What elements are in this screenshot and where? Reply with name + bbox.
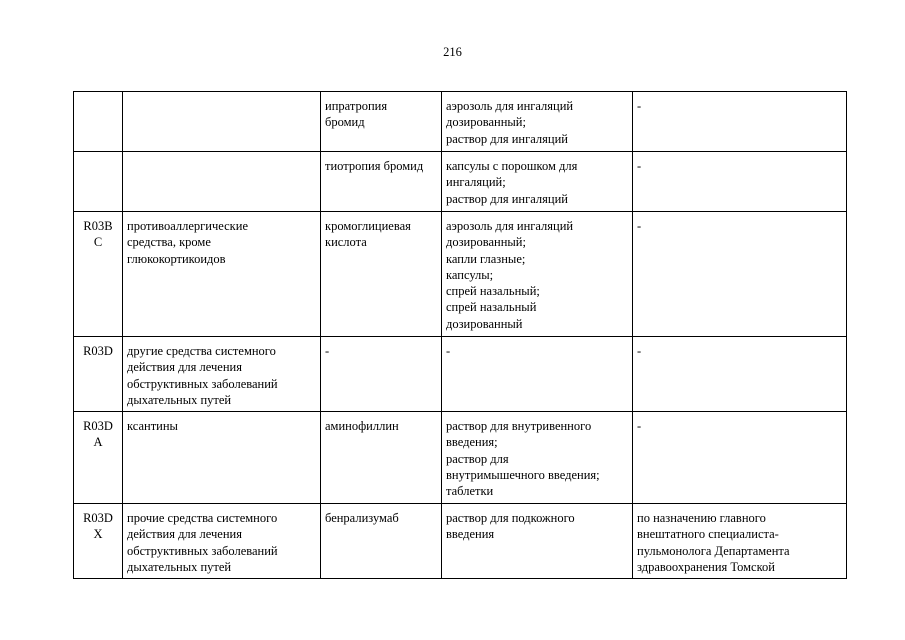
group-cell xyxy=(123,92,321,152)
dosage-form-line: спрей назальный xyxy=(446,300,537,315)
dosage-form-line: капсулы с порошком для xyxy=(446,159,578,173)
dosage-form-line: введения; xyxy=(446,435,498,450)
dosage-form-line: - xyxy=(446,344,451,358)
dosage-form-line: раствор для внутривенного xyxy=(446,419,592,433)
group-cell xyxy=(123,152,321,212)
substance-cell xyxy=(321,504,442,579)
notes-line: по назначению главного xyxy=(637,511,766,525)
substance-line: бенрализумаб xyxy=(325,511,399,525)
notes-line: - xyxy=(637,159,642,173)
group-line: обструктивных заболеваний xyxy=(127,376,278,391)
substance-cell xyxy=(321,337,442,412)
group-line: дыхательных путей xyxy=(127,559,232,574)
notes-line: - xyxy=(637,344,642,358)
notes-cell xyxy=(633,337,847,412)
notes-line: пульмонолога Департамента xyxy=(637,543,790,558)
dosage-forms-cell xyxy=(442,152,633,212)
atc-code-line: A xyxy=(93,435,103,450)
group-line: прочие средства системного xyxy=(127,511,278,525)
substance-line: кромоглициевая xyxy=(325,219,411,233)
group-line: средства, кроме xyxy=(127,235,211,250)
notes-line: внештатного специалиста- xyxy=(637,527,779,542)
group-line: обструктивных заболеваний xyxy=(127,543,278,558)
substance-line: тиотропия бромид xyxy=(325,159,424,173)
substance-line: - xyxy=(325,344,330,358)
dosage-form-line: дозированный xyxy=(446,316,523,331)
atc-code-line: R03D xyxy=(83,419,113,433)
group-cell xyxy=(123,337,321,412)
table-row xyxy=(74,337,847,412)
group-line: дыхательных путей xyxy=(127,392,232,407)
notes-line: - xyxy=(637,419,642,433)
dosage-form-line: дозированный; xyxy=(446,115,526,130)
dosage-forms-cell xyxy=(442,92,633,152)
substance-line: ипратропия xyxy=(325,99,388,113)
table-row xyxy=(74,504,847,579)
dosage-forms-cell xyxy=(442,337,633,412)
atc-code-cell xyxy=(74,92,123,152)
atc-code-line: R03D xyxy=(83,511,113,525)
dosage-form-line: дозированный; xyxy=(446,235,526,250)
substance-line: бромид xyxy=(325,115,365,130)
atc-code-cell xyxy=(74,504,123,579)
dosage-form-line: спрей назальный; xyxy=(446,284,540,299)
dosage-forms-cell xyxy=(442,212,633,337)
dosage-form-line: внутримышечного введения; xyxy=(446,467,600,482)
group-cell xyxy=(123,504,321,579)
notes-line: - xyxy=(637,99,642,113)
table-row xyxy=(74,212,847,337)
dosage-form-line: раствор для подкожного xyxy=(446,511,575,525)
dosage-forms-cell xyxy=(442,504,633,579)
group-cell xyxy=(123,412,321,504)
dosage-form-line: ингаляций; xyxy=(446,175,506,190)
atc-code-line: C xyxy=(93,235,103,250)
notes-cell xyxy=(633,92,847,152)
group-line: другие средства системного xyxy=(127,344,276,358)
dosage-forms-cell xyxy=(442,412,633,504)
group-cell xyxy=(123,212,321,337)
group-line: действия для лечения xyxy=(127,360,242,375)
atc-code-cell xyxy=(74,152,123,212)
atc-code-line: X xyxy=(93,527,103,542)
table-row xyxy=(74,412,847,504)
dosage-form-line: аэрозоль для ингаляций xyxy=(446,99,574,113)
drug-table xyxy=(73,91,847,579)
notes-line: здравоохранения Томской xyxy=(637,559,775,574)
page-number: 216 xyxy=(443,45,462,59)
dosage-form-line: раствор для xyxy=(446,451,509,466)
group-line: глюкокортикоидов xyxy=(127,251,226,266)
dosage-form-line: таблетки xyxy=(446,484,494,499)
substance-cell xyxy=(321,92,442,152)
notes-line: - xyxy=(637,219,642,233)
notes-cell xyxy=(633,152,847,212)
substance-line: кислота xyxy=(325,235,367,250)
dosage-form-line: раствор для ингаляций xyxy=(446,131,568,146)
notes-cell xyxy=(633,212,847,337)
notes-cell xyxy=(633,504,847,579)
substance-cell xyxy=(321,212,442,337)
dosage-form-line: капсулы; xyxy=(446,267,494,282)
atc-code-cell xyxy=(74,412,123,504)
table-row xyxy=(74,92,847,152)
dosage-form-line: капли глазные; xyxy=(446,251,526,266)
substance-cell xyxy=(321,152,442,212)
notes-cell xyxy=(633,412,847,504)
atc-code-cell xyxy=(74,337,123,412)
table-row xyxy=(74,152,847,212)
group-line: действия для лечения xyxy=(127,527,242,542)
atc-code-line: R03B xyxy=(83,219,113,233)
group-line: ксантины xyxy=(127,419,178,433)
atc-code-line: R03D xyxy=(83,344,113,358)
dosage-form-line: аэрозоль для ингаляций xyxy=(446,219,574,233)
dosage-form-line: раствор для ингаляций xyxy=(446,191,568,206)
substance-cell xyxy=(321,412,442,504)
atc-code-cell xyxy=(74,212,123,337)
substance-line: аминофиллин xyxy=(325,419,399,433)
group-line: противоаллергические xyxy=(127,219,248,233)
dosage-form-line: введения xyxy=(446,527,495,542)
